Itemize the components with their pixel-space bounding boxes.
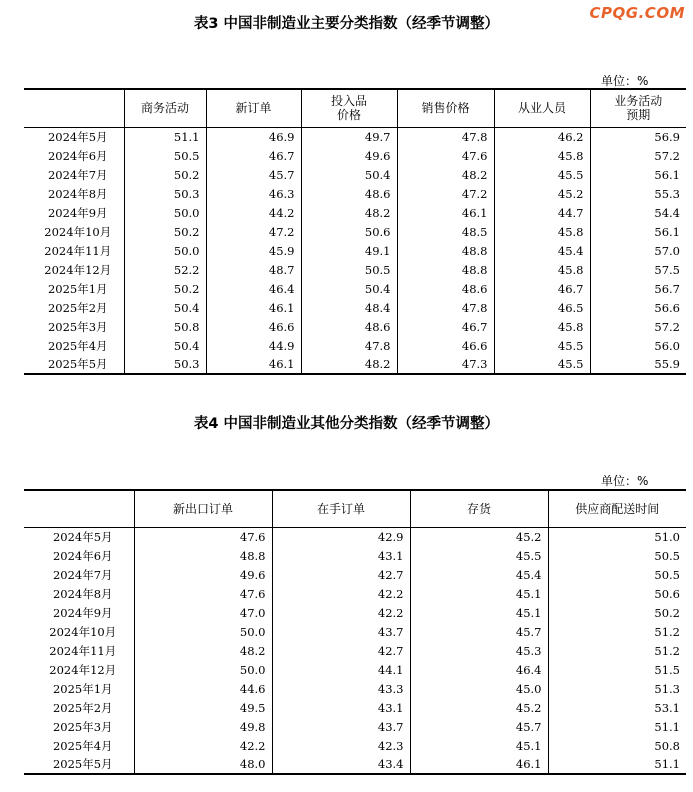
table-cell-value: 45.8 — [494, 260, 590, 279]
table-cell-value: 45.8 — [494, 146, 590, 165]
table-row — [24, 355, 686, 374]
table-cell-value: 55.3 — [590, 184, 686, 203]
table-cell-value: 45.9 — [206, 241, 301, 260]
table4-title: 表4 中国非制造业其他分类指数（经季节调整） — [193, 416, 500, 432]
table-cell-value: 45.0 — [410, 679, 548, 698]
table-cell-value: 48.8 — [397, 260, 494, 279]
table-cell-value: 51.3 — [548, 679, 686, 698]
table-cell-value: 50.2 — [124, 222, 206, 241]
table-row — [24, 203, 686, 222]
row-label-month: 2024年5月 — [47, 129, 108, 144]
table-cell-value: 48.8 — [134, 546, 272, 565]
row-label-month: 2024年8月 — [47, 186, 108, 201]
table-cell-value: 46.9 — [206, 127, 301, 146]
table-cell-value: 45.8 — [494, 222, 590, 241]
table-cell-value: 51.1 — [124, 127, 206, 146]
row-label-month: 2024年11月 — [44, 243, 112, 258]
table-cell-value: 50.4 — [124, 336, 206, 355]
table-cell-value: 45.1 — [410, 603, 548, 622]
table-cell-value: 45.7 — [206, 165, 301, 184]
table3-title: 表3 中国非制造业主要分类指数（经季节调整） — [193, 16, 500, 32]
table-cell-value: 45.2 — [410, 698, 548, 717]
table-cell-value: 51.2 — [548, 641, 686, 660]
table-cell-value: 48.2 — [134, 641, 272, 660]
row-label-month: 2025年5月 — [24, 355, 124, 374]
table-row — [24, 279, 686, 298]
table3-header-cell: 销售价格 — [397, 89, 494, 127]
table-cell-value: 43.7 — [272, 717, 410, 736]
watermark-logo: CPQG.COM — [589, 4, 685, 22]
table4-header-cell: 在手订单 — [272, 490, 410, 527]
table-cell-value: 53.1 — [548, 698, 686, 717]
table3-header-cell: 从业人员 — [494, 89, 590, 127]
table-row — [24, 660, 686, 679]
table-row — [24, 184, 686, 203]
table-cell-value: 45.2 — [410, 527, 548, 546]
table-row — [24, 679, 686, 698]
table-cell-value: 44.7 — [494, 203, 590, 222]
table-row — [24, 146, 686, 165]
row-label-month: 2024年9月 — [52, 605, 113, 620]
table-cell-value: 48.2 — [301, 203, 397, 222]
table-row — [24, 603, 686, 622]
table-cell-value: 42.7 — [272, 565, 410, 584]
table-row — [24, 222, 686, 241]
table4-header-cell: 存货 — [410, 490, 548, 527]
table-cell-value: 50.4 — [124, 298, 206, 317]
table-cell-value: 48.6 — [301, 184, 397, 203]
table-cell-value: 57.5 — [590, 260, 686, 279]
row-label-month: 2025年1月 — [52, 681, 113, 696]
table-cell-value: 47.3 — [397, 355, 494, 374]
row-label-month: 2025年4月 — [47, 338, 108, 353]
table-cell-value: 46.7 — [494, 279, 590, 298]
table-row — [24, 736, 686, 755]
table-cell-value: 47.2 — [206, 222, 301, 241]
table-cell-value: 46.6 — [206, 317, 301, 336]
table-cell-value: 50.0 — [124, 203, 206, 222]
table-cell-value: 44.2 — [206, 203, 301, 222]
table-cell-value: 51.1 — [548, 717, 686, 736]
table-cell-value: 46.2 — [494, 127, 590, 146]
table-cell-value: 42.2 — [272, 603, 410, 622]
table-cell-value: 50.6 — [301, 222, 397, 241]
table-cell-value: 45.7 — [410, 622, 548, 641]
table-row — [24, 717, 686, 736]
row-label-month: 2024年7月 — [52, 567, 113, 582]
table-row — [24, 546, 686, 565]
row-label-month: 2024年10月 — [49, 624, 117, 639]
table-cell-value: 50.6 — [548, 584, 686, 603]
table-cell-value: 50.8 — [548, 736, 686, 755]
table-cell-value: 47.0 — [134, 603, 272, 622]
table-cell-value: 44.9 — [206, 336, 301, 355]
table-cell-value: 46.1 — [206, 355, 301, 374]
table-cell-value: 50.3 — [124, 355, 206, 374]
row-label-month: 2025年4月 — [52, 738, 113, 753]
table3-header-cell: 商务活动 — [124, 89, 206, 127]
table3-header-cell: 新订单 — [206, 89, 301, 127]
row-label-month: 2024年12月 — [49, 662, 117, 677]
table3-header-cell: 业务活动 预期 — [590, 89, 686, 127]
table-row — [24, 336, 686, 355]
table-row — [24, 317, 686, 336]
table-cell-value: 56.6 — [590, 298, 686, 317]
row-label-month: 2024年6月 — [52, 548, 113, 563]
table-row — [24, 260, 686, 279]
table-cell-value: 46.1 — [397, 203, 494, 222]
table-cell-value: 45.1 — [410, 584, 548, 603]
table4-header-cell — [24, 490, 134, 527]
row-label-month: 2025年2月 — [47, 300, 108, 315]
table-cell-value: 43.4 — [272, 755, 410, 774]
row-label-month: 2024年11月 — [49, 643, 117, 658]
table-cell-value: 48.6 — [397, 279, 494, 298]
row-label-month: 2025年2月 — [52, 700, 113, 715]
table3-main-indices — [24, 88, 686, 375]
table-cell-value: 45.8 — [494, 317, 590, 336]
table3-header-row — [24, 89, 686, 127]
table-cell-value: 56.1 — [590, 222, 686, 241]
table-cell-value: 49.6 — [134, 565, 272, 584]
table-cell-value: 50.0 — [134, 622, 272, 641]
table-cell-value: 50.2 — [124, 279, 206, 298]
table-cell-value: 48.2 — [301, 355, 397, 374]
table-cell-value: 46.7 — [206, 146, 301, 165]
table-cell-value: 46.1 — [206, 298, 301, 317]
table-cell-value: 42.7 — [272, 641, 410, 660]
row-label-month: 2025年5月 — [24, 755, 134, 774]
table-cell-value: 57.0 — [590, 241, 686, 260]
table-row — [24, 584, 686, 603]
table-cell-value: 49.1 — [301, 241, 397, 260]
table-cell-value: 56.7 — [590, 279, 686, 298]
table-cell-value: 48.0 — [134, 755, 272, 774]
table-cell-value: 50.0 — [124, 241, 206, 260]
table-cell-value: 45.4 — [494, 241, 590, 260]
row-label-month: 2024年8月 — [52, 586, 113, 601]
table-cell-value: 51.1 — [548, 755, 686, 774]
row-label-month: 2024年10月 — [44, 224, 112, 239]
table-cell-value: 46.1 — [410, 755, 548, 774]
table-row — [24, 698, 686, 717]
table-cell-value: 43.7 — [272, 622, 410, 641]
table-cell-value: 56.9 — [590, 127, 686, 146]
table-cell-value: 51.0 — [548, 527, 686, 546]
table-cell-value: 45.2 — [494, 184, 590, 203]
table-row — [24, 565, 686, 584]
table-row — [24, 527, 686, 546]
table-cell-value: 57.2 — [590, 317, 686, 336]
table-cell-value: 45.1 — [410, 736, 548, 755]
table3-header-cell: 投入品 价格 — [301, 89, 397, 127]
table-cell-value: 48.7 — [206, 260, 301, 279]
table-cell-value: 56.0 — [590, 336, 686, 355]
table-cell-value: 44.1 — [272, 660, 410, 679]
table-cell-value: 45.5 — [410, 546, 548, 565]
table-cell-value: 48.4 — [301, 298, 397, 317]
table-cell-value: 45.3 — [410, 641, 548, 660]
table-cell-value: 42.9 — [272, 527, 410, 546]
table-cell-value: 45.4 — [410, 565, 548, 584]
table-cell-value: 49.8 — [134, 717, 272, 736]
table-cell-value: 55.9 — [590, 355, 686, 374]
table-cell-value: 50.0 — [134, 660, 272, 679]
table-cell-value: 47.6 — [134, 527, 272, 546]
table-cell-value: 44.6 — [134, 679, 272, 698]
table-cell-value: 46.6 — [397, 336, 494, 355]
row-label-month: 2024年6月 — [47, 148, 108, 163]
table-row — [24, 622, 686, 641]
table-cell-value: 52.2 — [124, 260, 206, 279]
table-cell-value: 45.7 — [410, 717, 548, 736]
table-cell-value: 54.4 — [590, 203, 686, 222]
row-label-month: 2024年9月 — [47, 205, 108, 220]
table4-header-cell: 供应商配送时间 — [548, 490, 686, 527]
table-cell-value: 42.2 — [134, 736, 272, 755]
table3-unit: 单位：% — [601, 74, 649, 88]
table-cell-value: 56.1 — [590, 165, 686, 184]
table-cell-value: 50.2 — [124, 165, 206, 184]
table-cell-value: 43.3 — [272, 679, 410, 698]
table4-other-indices — [24, 489, 686, 775]
table-cell-value: 48.2 — [397, 165, 494, 184]
table-cell-value: 48.6 — [301, 317, 397, 336]
table-row — [24, 241, 686, 260]
table-cell-value: 50.5 — [124, 146, 206, 165]
table-cell-value: 49.5 — [134, 698, 272, 717]
table-cell-value: 47.2 — [397, 184, 494, 203]
row-label-month: 2025年3月 — [47, 319, 108, 334]
table-cell-value: 48.5 — [397, 222, 494, 241]
table-cell-value: 48.8 — [397, 241, 494, 260]
table-cell-value: 50.4 — [301, 279, 397, 298]
table-cell-value: 45.5 — [494, 165, 590, 184]
row-label-month: 2024年7月 — [47, 167, 108, 182]
table-cell-value: 50.8 — [124, 317, 206, 336]
table-row — [24, 755, 686, 774]
row-label-month: 2025年3月 — [52, 719, 113, 734]
row-label-month: 2024年12月 — [44, 262, 112, 277]
table-cell-value: 50.2 — [548, 603, 686, 622]
table-cell-value: 47.8 — [397, 298, 494, 317]
table-cell-value: 47.6 — [134, 584, 272, 603]
table-cell-value: 47.8 — [397, 127, 494, 146]
table-row — [24, 641, 686, 660]
table-row — [24, 165, 686, 184]
table-cell-value: 46.4 — [410, 660, 548, 679]
table-cell-value: 47.6 — [397, 146, 494, 165]
table4-header-cell: 新出口订单 — [134, 490, 272, 527]
table-cell-value: 51.5 — [548, 660, 686, 679]
table4-unit: 单位：% — [601, 474, 649, 488]
table-cell-value: 47.8 — [301, 336, 397, 355]
table-cell-value: 50.4 — [301, 165, 397, 184]
table-cell-value: 50.5 — [548, 565, 686, 584]
table-cell-value: 51.2 — [548, 622, 686, 641]
table3-header-cell — [24, 89, 124, 127]
table-cell-value: 50.5 — [548, 546, 686, 565]
table-cell-value: 43.1 — [272, 546, 410, 565]
table-cell-value: 50.3 — [124, 184, 206, 203]
table-cell-value: 57.2 — [590, 146, 686, 165]
table-cell-value: 43.1 — [272, 698, 410, 717]
row-label-month: 2025年1月 — [47, 281, 108, 296]
row-label-month: 2024年5月 — [52, 529, 113, 544]
table-cell-value: 45.5 — [494, 355, 590, 374]
table-cell-value: 46.5 — [494, 298, 590, 317]
table-cell-value: 46.4 — [206, 279, 301, 298]
table-cell-value: 42.3 — [272, 736, 410, 755]
table-cell-value: 45.5 — [494, 336, 590, 355]
table-cell-value: 42.2 — [272, 584, 410, 603]
table-cell-value: 50.5 — [301, 260, 397, 279]
table-cell-value: 49.7 — [301, 127, 397, 146]
table-cell-value: 49.6 — [301, 146, 397, 165]
table4-header-row — [24, 490, 686, 527]
table-row — [24, 298, 686, 317]
table-cell-value: 46.3 — [206, 184, 301, 203]
table-row — [24, 127, 686, 146]
table-cell-value: 46.7 — [397, 317, 494, 336]
